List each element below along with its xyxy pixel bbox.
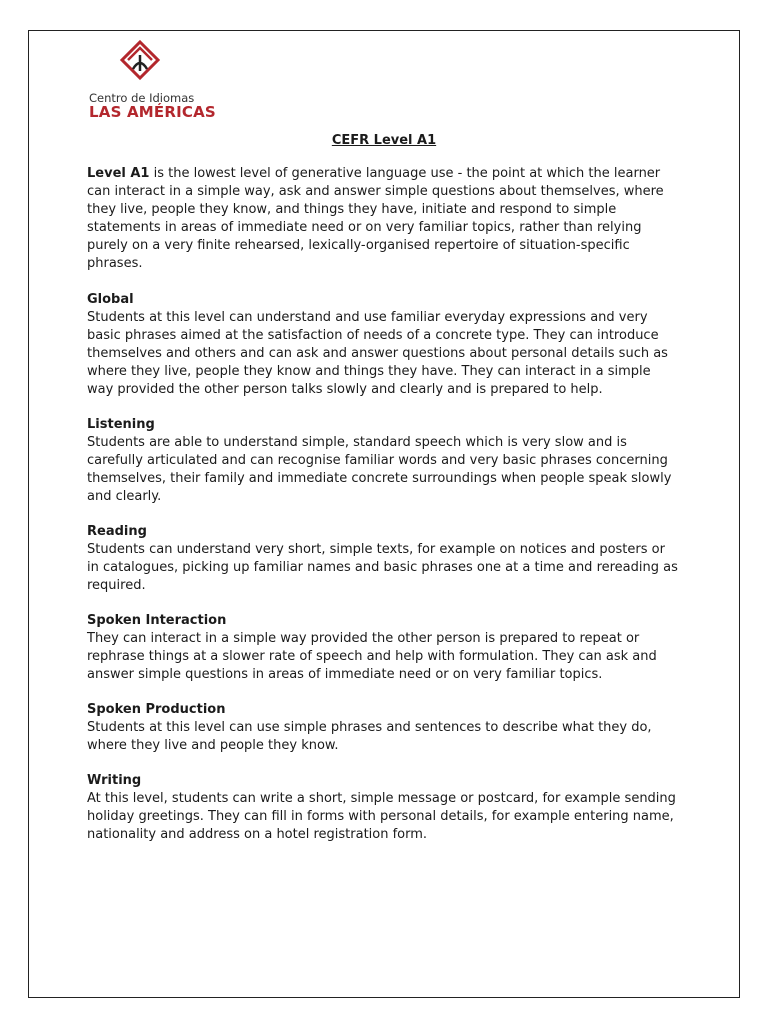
section-writing xyxy=(87,772,679,844)
intro-text: is the lowest level of generative language use - the point at which the learner can interact in a simple way, ask and answer simple questions about themselves, where they live, people they know, and things they have, initiate and respond to simple statements in areas of immediate need or on very familiar topics, rather than relying purely on a very finite rehearsed, lexically-organised repertoire of situation-specific phrases. xyxy=(87,166,664,271)
logo-emblem-icon xyxy=(117,39,163,85)
section-body: Students at this level can use simple phrases and sentences to describe what they do, where they live and people they know. xyxy=(87,720,652,753)
section-body: Students can understand very short, simple texts, for example on notices and posters or in catalogues, picking up familiar names and basic phrases one at a time and rereading as required. xyxy=(87,542,678,593)
section-heading: Global xyxy=(87,292,134,307)
section-spoken-interaction xyxy=(87,612,679,684)
section-heading: Spoken Production xyxy=(87,702,226,717)
logo-text-line1: Centro de Idiomas xyxy=(89,91,195,105)
section-heading: Spoken Interaction xyxy=(87,613,227,628)
intro-bold-term: Level A1 xyxy=(87,166,150,181)
section-body: Students are able to understand simple, standard speech which is very slow and is carefully articulated and can recognise familiar words and very basic phrases concerning themselves, their family and immediate concrete surroundings when people speak slowly and clearly. xyxy=(87,435,672,504)
section-spoken-production xyxy=(87,701,679,755)
intro-paragraph xyxy=(87,165,679,273)
section-heading: Reading xyxy=(87,524,147,539)
document-title: CEFR Level A1 xyxy=(331,133,437,148)
institution-logo xyxy=(89,39,216,121)
logo-text-line2: LAS AMÉRICAS xyxy=(89,103,216,121)
section-heading: Listening xyxy=(87,417,155,432)
section-reading xyxy=(87,523,679,595)
section-global xyxy=(87,291,679,399)
section-body: Students at this level can understand and use familiar everyday expressions and very basic phrases aimed at the satisfaction of needs of a concrete type. They can introduce themselves and others and can ask and answer questions about personal details such as where they live, people they know and things they have. They can interact in a simple way provided the other person talks slowly and clearly and is prepared to help. xyxy=(87,310,668,397)
section-body: At this level, students can write a short, simple message or postcard, for example sending holiday greetings. They can fill in forms with personal details, for example entering name, nationality and address on a hotel registration form. xyxy=(87,791,676,842)
section-body: They can interact in a simple way provided the other person is prepared to repeat or rephrase things at a slower rate of speech and help with formulation. They can ask and answer simple questions in areas of immediate need or on very familiar topics. xyxy=(87,631,657,682)
section-listening xyxy=(87,416,679,506)
section-heading: Writing xyxy=(87,773,142,788)
document-page xyxy=(28,30,740,998)
document-body xyxy=(87,165,679,861)
